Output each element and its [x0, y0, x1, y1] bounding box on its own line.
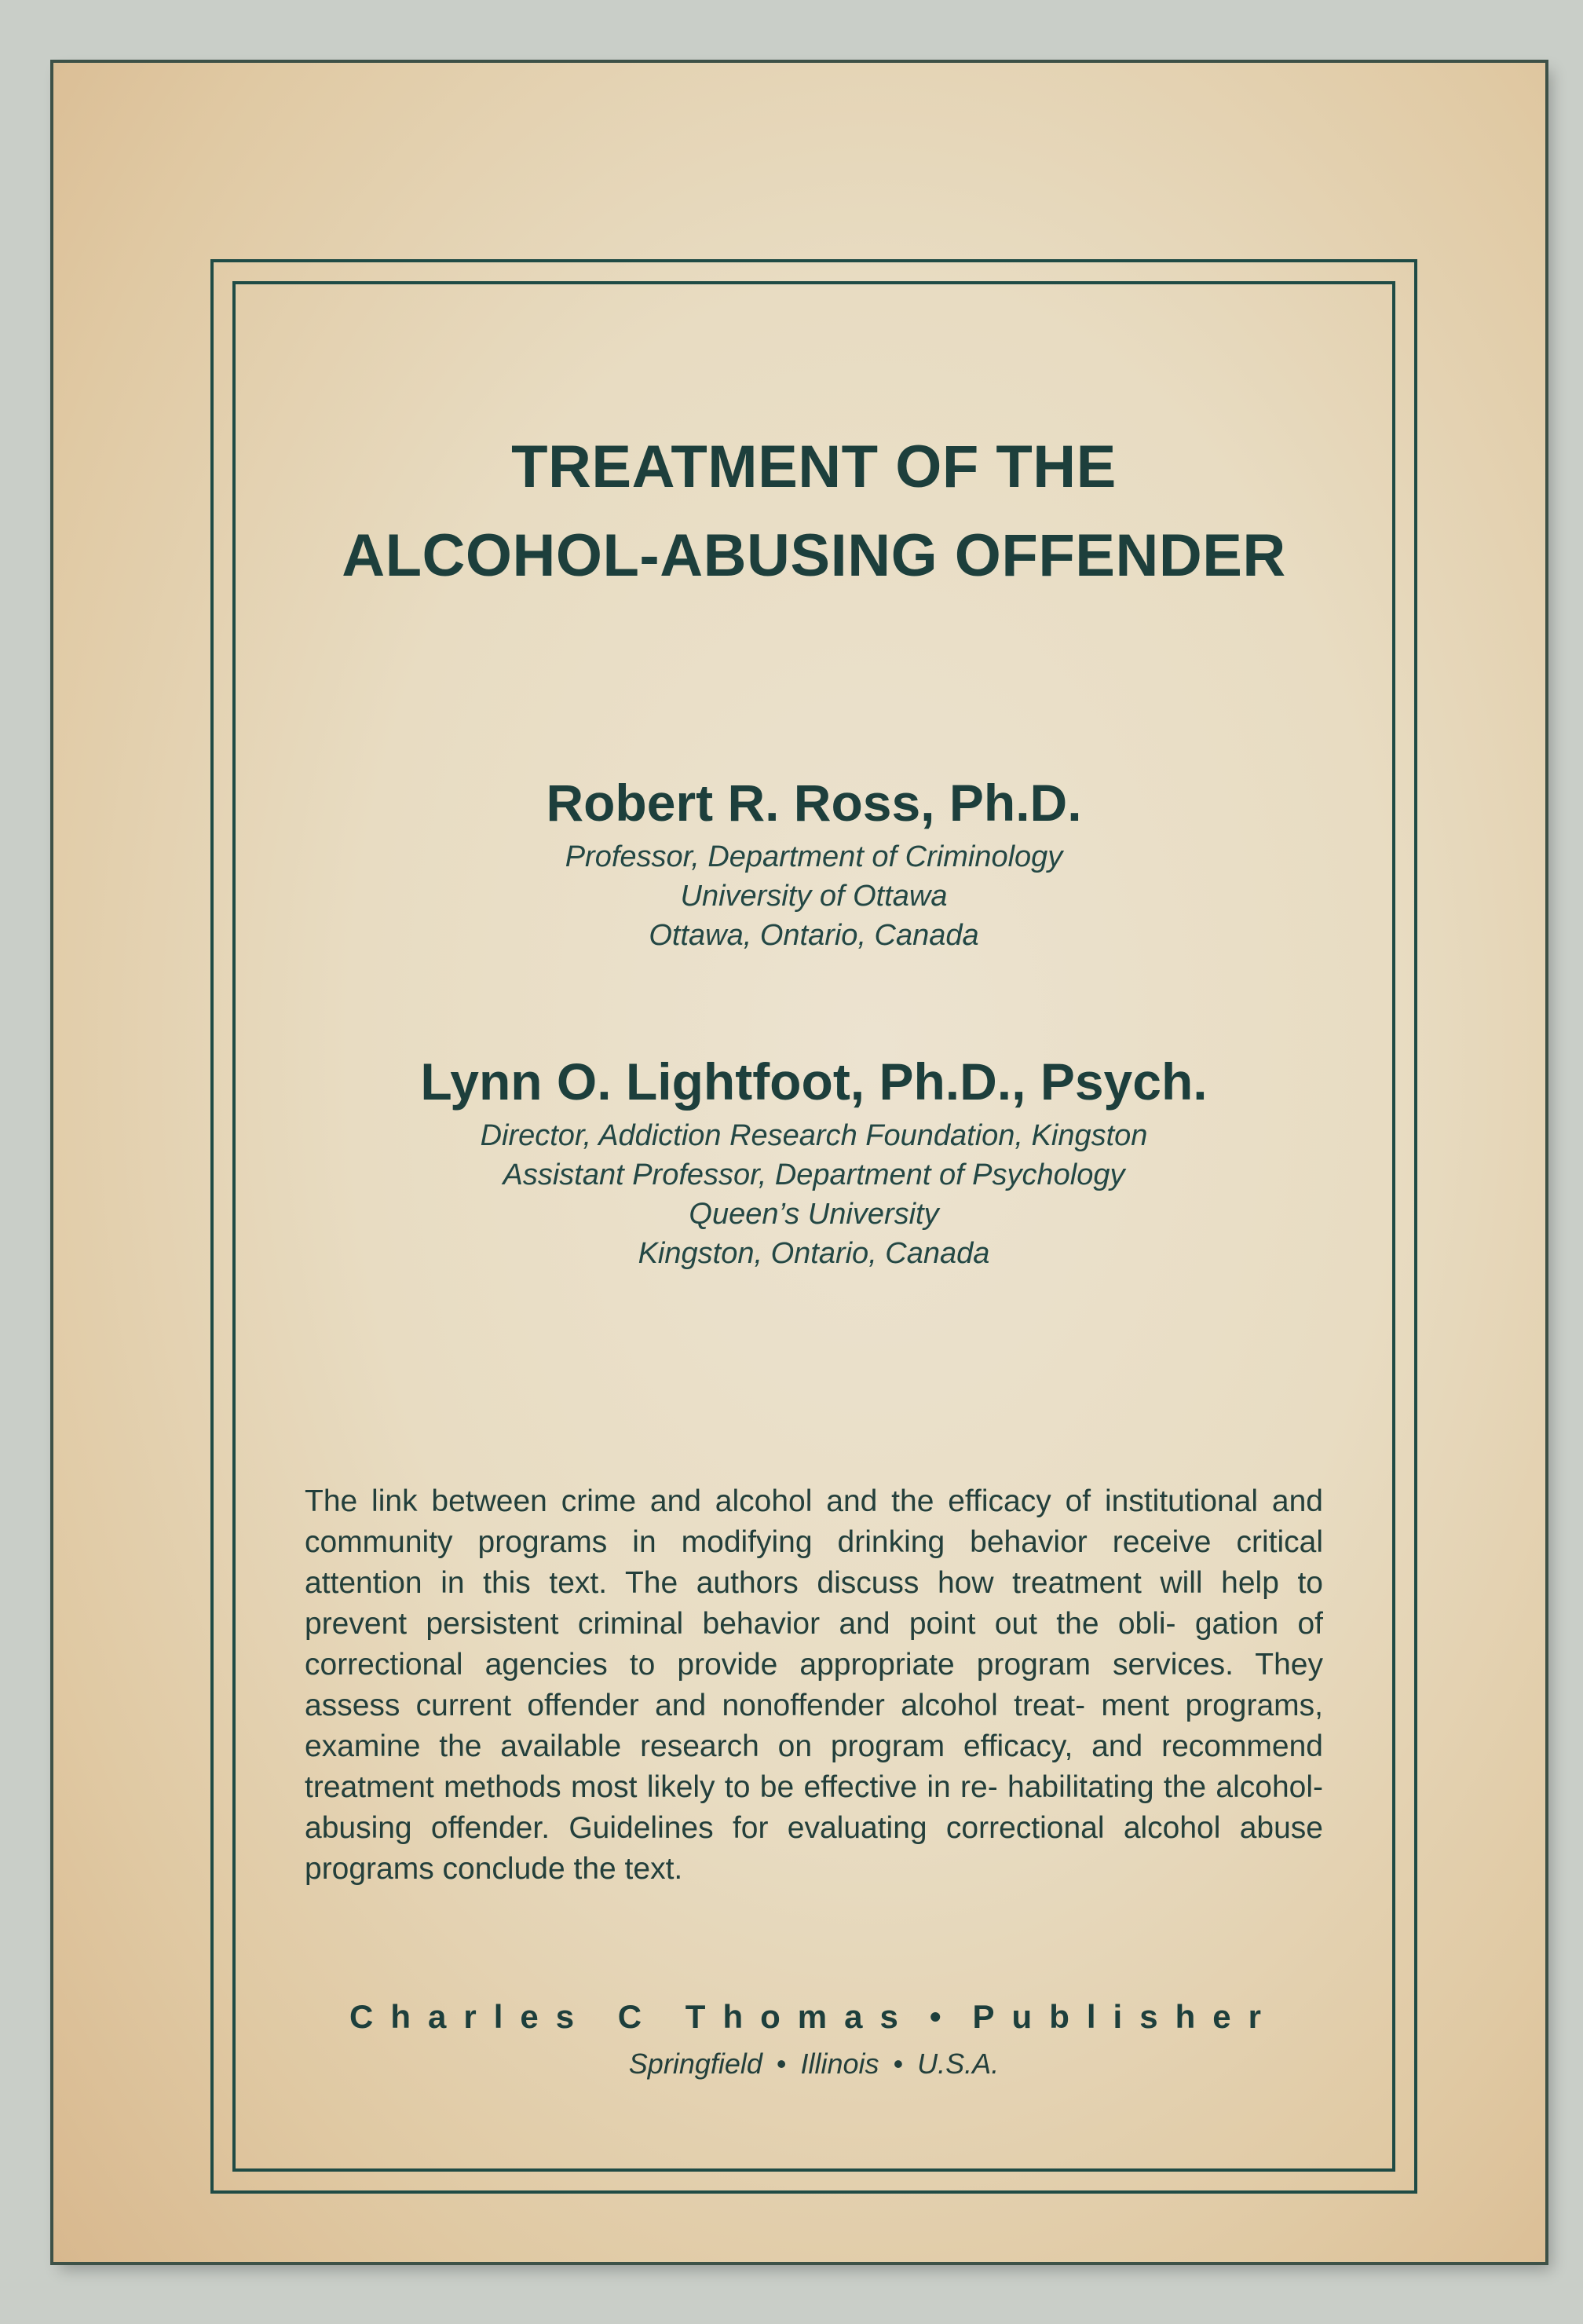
book-cover: [53, 63, 1545, 2262]
title-line-2: ALCOHOL-ABUSING OFFENDER: [342, 522, 1286, 589]
publisher-city: Springfield: [628, 2048, 762, 2080]
author-name: Robert R. Ross, Ph.D.: [546, 774, 1082, 832]
author-affiliation-line: Professor, Department of Criminology: [565, 840, 1063, 873]
author-name: Lynn O. Lightfoot, Ph.D., Psych.: [420, 1052, 1208, 1111]
bullet-separator: •: [893, 2048, 904, 2080]
author-affiliation-line: University of Ottawa: [680, 880, 948, 913]
publisher-line: [232, 1993, 1395, 2040]
book-title: [232, 423, 1395, 600]
publisher-state: Illinois: [800, 2048, 879, 2080]
bullet-separator: •: [776, 2048, 787, 2080]
publisher-name: Charles C Thomas: [349, 1998, 916, 2035]
author-affiliation-line: Assistant Professor, Department of Psychology: [503, 1158, 1125, 1191]
author-block-ross: [232, 768, 1395, 955]
publisher-label: Publisher: [972, 1998, 1278, 2035]
author-affiliation-line: Queen’s University: [689, 1198, 939, 1231]
bullet-separator: •: [929, 1998, 959, 2035]
author-affiliation-line: Director, Addiction Research Foundation, Kingston: [480, 1119, 1148, 1152]
author-affiliation-line: Ottawa, Ontario, Canada: [649, 919, 979, 952]
publisher-location: [232, 2044, 1395, 2084]
cover-content: [232, 281, 1395, 2172]
book-description: The link between crime and alcohol and the efficacy of institutional and community programs in modifying drinking behavior receive critical attention in this text. The authors discuss how treatment will help to prevent persistent criminal behavior and point out the obli- gation of correctional agencies to provide appropriate program services. They assess current offender and nonoffender alcohol treat- ment programs, examine the available research on program efficacy, and recommend treatment methods most likely to be effective in re- habilitating the alcohol-abusing offender. Guidelines for evaluating correctional alcohol abuse programs conclude the text.: [305, 1484, 1323, 1886]
author-affiliation-line: Kingston, Ontario, Canada: [638, 1237, 990, 1270]
author-block-lightfoot: [232, 1047, 1395, 1273]
title-line-1: TREATMENT OF THE: [511, 434, 1117, 500]
publisher-country: U.S.A.: [917, 2048, 1000, 2080]
